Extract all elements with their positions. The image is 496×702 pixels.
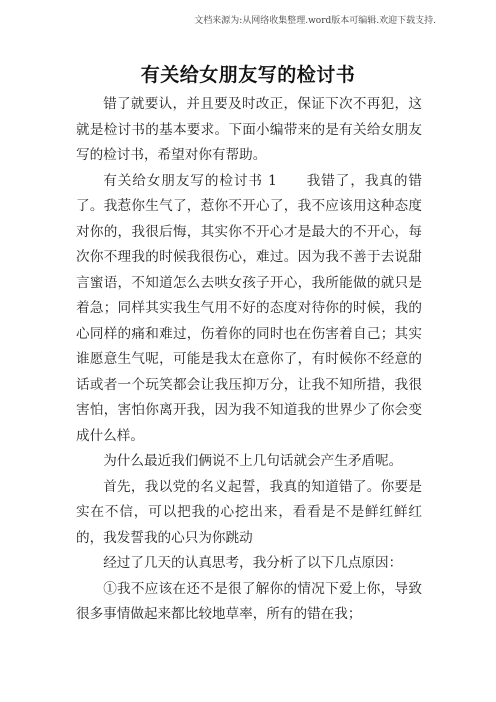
paragraph-analysis: 经过了几天的认真思考，我分析了以下几点原因： (103, 555, 403, 571)
paragraph-question: 为什么最近我们俩说不上几句话就会产生矛盾呢。 (103, 453, 403, 469)
document-title: 有关给女朋友写的检讨书 (140, 64, 356, 86)
paragraph-intro: 错了就要认，并且要及时改正，保证下次不再犯，这就是检讨书的基本要求。下面小编带来的是有关给女朋友写的检讨书，希望对你有帮助。 (76, 96, 422, 163)
source-note: 文档来源为:从网络收集整理.word版本可编辑.欢迎下载支持. (194, 16, 436, 26)
paragraph-letter-1: 有关给女朋友写的检讨书 1 我错了，我真的错了。我惹你生气了，惹你不开心了，我不应该用这种态度对你的，我很后悔，其实你不开心才是最大的不开心，每次你不理我的时候我很伤心，难过。因为我不善于去说甜言蜜语，不知道怎么去哄女孩子开心，我所能做的就只是着急；同样其实我生气用不好的态度对待你的时候，我的心同样的痛和难过，伤着你的同时也在伤害着自己；其实谁愿意生气呢，可能是我太在意你了，有时候你不经意的话或者一个玩笑都会让我压抑万分，让我不知所措，我很害怕，害怕你离开我，因为我不知道我的世界少了你会变成什么样。 (76, 172, 422, 444)
document-body (76, 92, 422, 628)
paragraph-oath: 首先，我以党的名义起誓，我真的知道错了。你要是实在不信，可以把我的心挖出来，看看是不是鲜红鲜红的，我发誓我的心只为你跳动 (76, 478, 422, 546)
paragraph-reason-1: ①我不应该在还不是很了解你的情况下爱上你，导致很多事情做起来都比较地草率，所有的错在我； (76, 580, 422, 622)
